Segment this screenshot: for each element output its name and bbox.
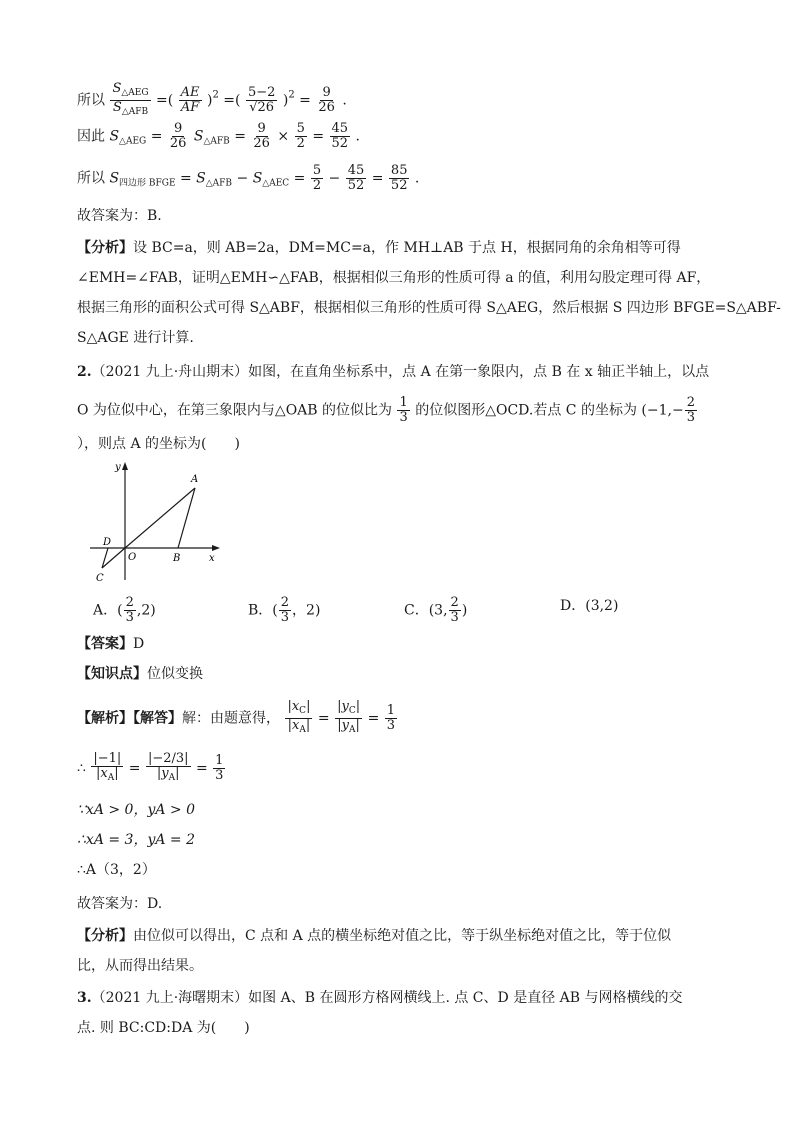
y-axis-arrow bbox=[122, 462, 128, 470]
solution-line: ∴A（3，2） bbox=[77, 862, 156, 878]
text-prefix: 所以 bbox=[77, 170, 105, 187]
fraction: $\frac{2}{3}$ bbox=[686, 395, 695, 425]
answer-value: D bbox=[133, 636, 145, 652]
fraction: $\frac{9}{26}$ bbox=[169, 121, 187, 151]
fraction: $\frac{|x_C|}{|x_A|}$ bbox=[287, 699, 311, 735]
fraction: $\frac{1}{3}$ bbox=[215, 753, 224, 783]
fraction: $\frac{5}{2}$ bbox=[312, 163, 322, 193]
text-prefix: 因此 bbox=[77, 128, 105, 145]
label-A: A bbox=[191, 474, 199, 485]
segment-OA bbox=[125, 488, 195, 548]
question-3-stem-line: 3.（2021 九上·海曙期末）如图 A、B 在圆形方格网横线上. 点 C、D 是直径 AB 与网格横线的交 bbox=[77, 990, 683, 1006]
fraction: $\frac{45}{52}$ bbox=[347, 163, 365, 193]
answer-line bbox=[77, 634, 144, 654]
analysis-paragraph-line: 【分析】由位似可以得出，C 点和 A 点的横坐标绝对值之比，等于纵坐标绝对值之比，等于位似 bbox=[77, 928, 672, 944]
analysis-paragraph-line: 根据三角形的面积公式可得 S△ABF，根据相似三角形的性质可得 S△AEG，然后根据 S 四边形 BFGE=S△ABF- bbox=[77, 300, 781, 316]
fraction: $\frac{45}{52}$ bbox=[331, 121, 349, 151]
option-c[interactable]: C．(3, $\frac{2}{3}$ ) bbox=[404, 595, 468, 625]
formula-line-area: 因此 $S_{\triangle AEG}$ = $\frac{9}{26}$ $S_{\triangle AFB}$ = $\frac{9}{26}$ × $\frac{5}{2}$ = $\frac{45}{52}$ . bbox=[77, 121, 360, 151]
fraction: $\frac{S_{\triangle AEG}}{S_{\triangle AFB}}$ bbox=[112, 81, 149, 117]
text-prefix: 所以 bbox=[77, 92, 105, 109]
question-3-stem-line: 点. 则 BC:CD:DA 为( ) bbox=[77, 1020, 250, 1036]
fraction: $\frac{|y_C|}{|y_A|}$ bbox=[337, 699, 361, 735]
answer-label: 【答案】 bbox=[77, 636, 133, 652]
solution-line: 【解析】【解答】解：由题意得， $\frac{|x_C|}{|x_A|}$ = $\frac{|y_C|}{|y_A|}$ = $\frac{1}{3}$ bbox=[77, 699, 396, 735]
fraction: $\frac{9}{26}$ bbox=[318, 85, 335, 115]
option-a[interactable]: A．( $\frac{2}{3}$ ,2) bbox=[93, 595, 156, 625]
analysis-label: 【分析】 bbox=[77, 240, 133, 256]
option-b[interactable]: B．( $\frac{2}{3}$ ，2) bbox=[248, 595, 321, 625]
label-x: x bbox=[209, 553, 215, 564]
knowledge-value: 位似变换 bbox=[147, 666, 203, 682]
question-number: 2. bbox=[77, 364, 92, 380]
label-B: B bbox=[173, 553, 181, 564]
knowledge-line bbox=[77, 664, 203, 684]
solution-line: ∵xA > 0，yA > 0 bbox=[77, 802, 196, 818]
solution-line: ∴ $\frac{|-1|}{|x_A|}$ = $\frac{|-2/3|}{|y_A|}$ = $\frac{1}{3}$ bbox=[77, 751, 224, 783]
formula-line-ratio: 所以 $\frac{S_{\triangle AEG}}{S_{\triangle AFB}}$ =( $\frac{AE}{AF}$ )$^2$ =( $\frac{5-2}{√26}$ )$^2$ = $\frac{9}{26}$ . bbox=[77, 81, 347, 117]
label-y: y bbox=[115, 462, 121, 473]
coordinate-figure bbox=[85, 460, 225, 590]
label-D: D bbox=[103, 537, 112, 548]
answer-line: 故答案为：D. bbox=[77, 896, 163, 912]
question-2-stem-line: 2.（2021 九上·舟山期末）如图，在直角坐标系中，点 A 在第一象限内，点 B 在 x 轴正半轴上，以点 bbox=[77, 364, 710, 380]
label-C: C bbox=[96, 573, 104, 584]
fraction: $\frac{|-1|}{|x_A|}$ bbox=[93, 751, 122, 783]
analysis-paragraph-line: 比，从而得出结果。 bbox=[77, 958, 203, 974]
formula-line-quad: 所以 $S_{四边形 BFGE} = S_{\triangle AFB} - S_{\triangle AEC}$ = $\frac{5}{2}$ − $\frac{45}{52}$ = $\frac{85}{52}$ . bbox=[77, 163, 420, 193]
question-2-stem-line: ），则点 A 的坐标为( ) bbox=[77, 436, 240, 452]
solution-line: ∴xA = 3，yA = 2 bbox=[77, 832, 196, 848]
fraction: $\frac{5}{2}$ bbox=[296, 121, 305, 151]
label-O: O bbox=[128, 552, 137, 563]
analysis-paragraph-line: 【分析】设 BC=a，则 AB=2a，DM=MC=a，作 MH⊥AB 于点 H，根据同角的余角相等可得 bbox=[77, 240, 681, 256]
fraction: $\frac{AE}{AF}$ bbox=[180, 85, 200, 115]
question-source: （2021 九上·海曙期末） bbox=[91, 990, 249, 1006]
question-source: （2021 九上·舟山期末） bbox=[91, 364, 249, 380]
option-d[interactable]: D．(3,2) bbox=[560, 598, 619, 614]
answer-line: 故答案为：B. bbox=[77, 208, 162, 224]
question-2-stem-line: O 为位似中心，在第三象限内与△OAB 的位似比为 $\frac{1}{3}$ 的位似图形△OCD.若点 C 的坐标为 (−1,− $\frac{2}{3}$ bbox=[77, 395, 695, 425]
fraction: $\frac{1}{3}$ bbox=[386, 703, 396, 733]
fraction: $\frac{|-2/3|}{|y_A|}$ bbox=[147, 751, 189, 783]
fraction: $\frac{85}{52}$ bbox=[390, 163, 408, 193]
question-number: 3. bbox=[77, 990, 92, 1006]
fraction: $\frac{5-2}{√26}$ bbox=[247, 85, 276, 115]
x-axis-arrow bbox=[212, 545, 220, 551]
solution-label: 【解析】【解答】 bbox=[77, 710, 182, 727]
analysis-label: 【分析】 bbox=[77, 928, 133, 944]
fraction: $\frac{9}{26}$ bbox=[253, 121, 270, 151]
knowledge-label: 【知识点】 bbox=[77, 666, 147, 682]
analysis-paragraph-line: S△AGE 进行计算. bbox=[77, 330, 194, 346]
fraction: $\frac{1}{3}$ bbox=[399, 395, 408, 425]
analysis-paragraph-line: ∠EMH=∠FAB，证明△EMH∽△FAB，根据相似三角形的性质可得 a 的值，利用勾股定理可得 AF， bbox=[77, 270, 711, 286]
segment-AB bbox=[178, 488, 195, 548]
